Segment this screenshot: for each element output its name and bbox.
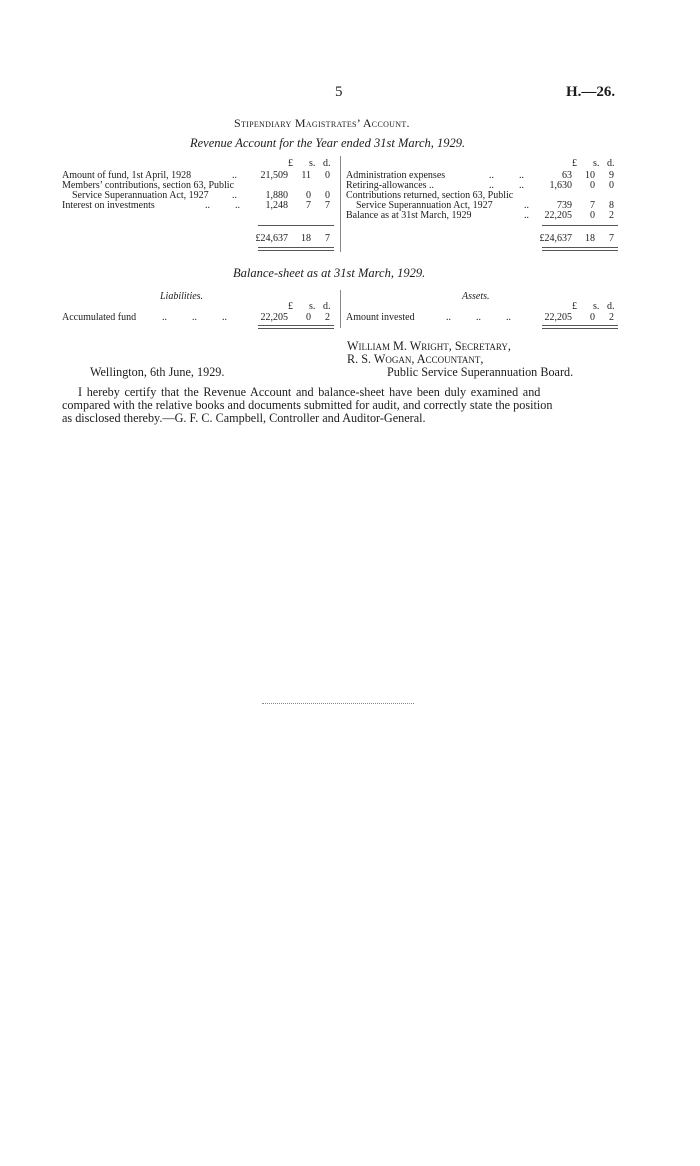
asset-dots: .. .. ..	[446, 312, 511, 323]
account-title: Stipendiary Magistrates’ Account.	[234, 116, 410, 130]
row-dots: .. ..	[489, 180, 524, 191]
asset-pounds-head: £	[572, 301, 577, 312]
left-pounds-head: £	[288, 158, 293, 169]
place-and-date: Wellington, 6th June, 1929.	[90, 365, 225, 379]
revenue-divider	[340, 156, 341, 252]
left-total-row	[62, 233, 334, 244]
row-label: Administration expenses	[346, 170, 446, 181]
row-pence: 0	[325, 170, 330, 181]
right-pence-head: d.	[607, 158, 615, 169]
right-shillings-head: s.	[593, 158, 600, 169]
certificate-line-2: compared with the relative books and documents submitted for audit, and correctly state the position	[62, 398, 553, 412]
row-pounds: 1,248	[265, 200, 288, 211]
row-shillings: 0	[590, 210, 595, 221]
row-shillings: 0	[306, 190, 311, 201]
signature-board: Public Service Superannuation Board.	[387, 365, 574, 379]
row-dots: ..	[232, 190, 237, 201]
row-pounds: 739	[557, 200, 572, 211]
left-subtotal-rule	[258, 225, 334, 226]
row-dots: ..	[524, 200, 529, 211]
row-dots: ..	[232, 170, 237, 181]
certificate-line-1: I hereby certify that the Revenue Account and balance-sheet have been duly examined and	[78, 385, 541, 399]
row-dots: ..	[524, 210, 529, 221]
row-pounds: 1,630	[549, 180, 572, 191]
row-pounds: 63	[562, 170, 572, 181]
row-pounds: 1,880	[265, 190, 288, 201]
liab-pounds-head: £	[288, 301, 293, 312]
certificate-line-3: as disclosed thereby.—G. F. C. Campbell, Controller and Auditor-General.	[62, 411, 426, 425]
row-dots: .. ..	[489, 170, 524, 181]
asset-pence: 2	[609, 312, 614, 323]
liabilities-heading: Liabilities.	[160, 291, 204, 302]
asset-pence-head: d.	[607, 301, 615, 312]
right-pounds-head: £	[572, 158, 577, 169]
liability-pounds: 22,205	[260, 312, 288, 323]
balance-sheet-subtitle: Balance-sheet as at 31st March, 1929.	[233, 266, 426, 280]
row-label: Service Superannuation Act, 1927	[72, 190, 209, 201]
page-number: 5	[335, 84, 343, 100]
row-shillings: 0	[590, 180, 595, 191]
row-label: Members’ contributions, section 63, Public	[62, 180, 235, 191]
asset-pounds: 22,205	[544, 312, 572, 323]
row-shillings: 10	[585, 170, 595, 181]
liab-pence-head: d.	[323, 301, 331, 312]
table-row	[62, 200, 334, 211]
footer-rule	[262, 703, 414, 704]
row-label: Contributions returned, section 63, Public	[346, 190, 514, 201]
row-label: Amount of fund, 1st April, 1928	[62, 170, 192, 181]
row-label: Balance as at 31st March, 1929	[346, 210, 472, 221]
document-reference: H.—26.	[566, 84, 616, 100]
revenue-account-subtitle: Revenue Account for the Year ended 31st March, 1929.	[190, 136, 466, 150]
liability-dots: .. .. ..	[162, 312, 227, 323]
row-pence: 7	[325, 200, 330, 211]
assets-heading: Assets.	[462, 291, 490, 302]
row-shillings: 11	[301, 170, 311, 181]
right-total-row	[346, 233, 618, 244]
row-shillings: 7	[306, 200, 311, 211]
row-dots: .. ..	[205, 200, 240, 211]
asset-label: Amount invested	[346, 312, 415, 323]
signature-secretary: William M. Wright, Secretary,	[347, 339, 511, 353]
liability-row	[62, 312, 334, 323]
asset-shillings-head: s.	[593, 301, 600, 312]
asset-shillings: 0	[590, 312, 595, 323]
asset-double-rule	[542, 325, 618, 329]
row-shillings: 7	[590, 200, 595, 211]
row-label: Service Superannuation Act, 1927	[356, 200, 493, 211]
row-pence: 0	[325, 190, 330, 201]
right-subtotal-rule	[542, 225, 618, 226]
liability-shillings: 0	[306, 312, 311, 323]
liability-label: Accumulated fund	[62, 312, 137, 323]
left-shillings-head: s.	[309, 158, 316, 169]
left-total-pence: 7	[325, 233, 330, 244]
row-label: Retiring-allowances ..	[346, 180, 435, 191]
row-pence: 0	[609, 180, 614, 191]
row-pence: 2	[609, 210, 614, 221]
table-row	[346, 210, 618, 221]
right-total-pounds: £24,637	[539, 233, 572, 244]
right-total-shillings: 18	[585, 233, 595, 244]
row-label: Interest on investments	[62, 200, 155, 211]
right-total-double-rule	[542, 247, 618, 251]
liab-shillings-head: s.	[309, 301, 316, 312]
balance-divider	[340, 290, 341, 328]
liability-double-rule	[258, 325, 334, 329]
left-total-double-rule	[258, 247, 334, 251]
row-pence: 9	[609, 170, 614, 181]
right-total-pence: 7	[609, 233, 614, 244]
left-total-shillings: 18	[301, 233, 311, 244]
signature-accountant: R. S. Wogan, Accountant,	[347, 352, 484, 366]
row-pounds: 22,205	[544, 210, 572, 221]
left-total-pounds: £24,637	[255, 233, 288, 244]
row-pence: 8	[609, 200, 614, 211]
asset-row	[346, 312, 618, 323]
liability-pence: 2	[325, 312, 330, 323]
row-pounds: 21,509	[260, 170, 288, 181]
left-pence-head: d.	[323, 158, 331, 169]
